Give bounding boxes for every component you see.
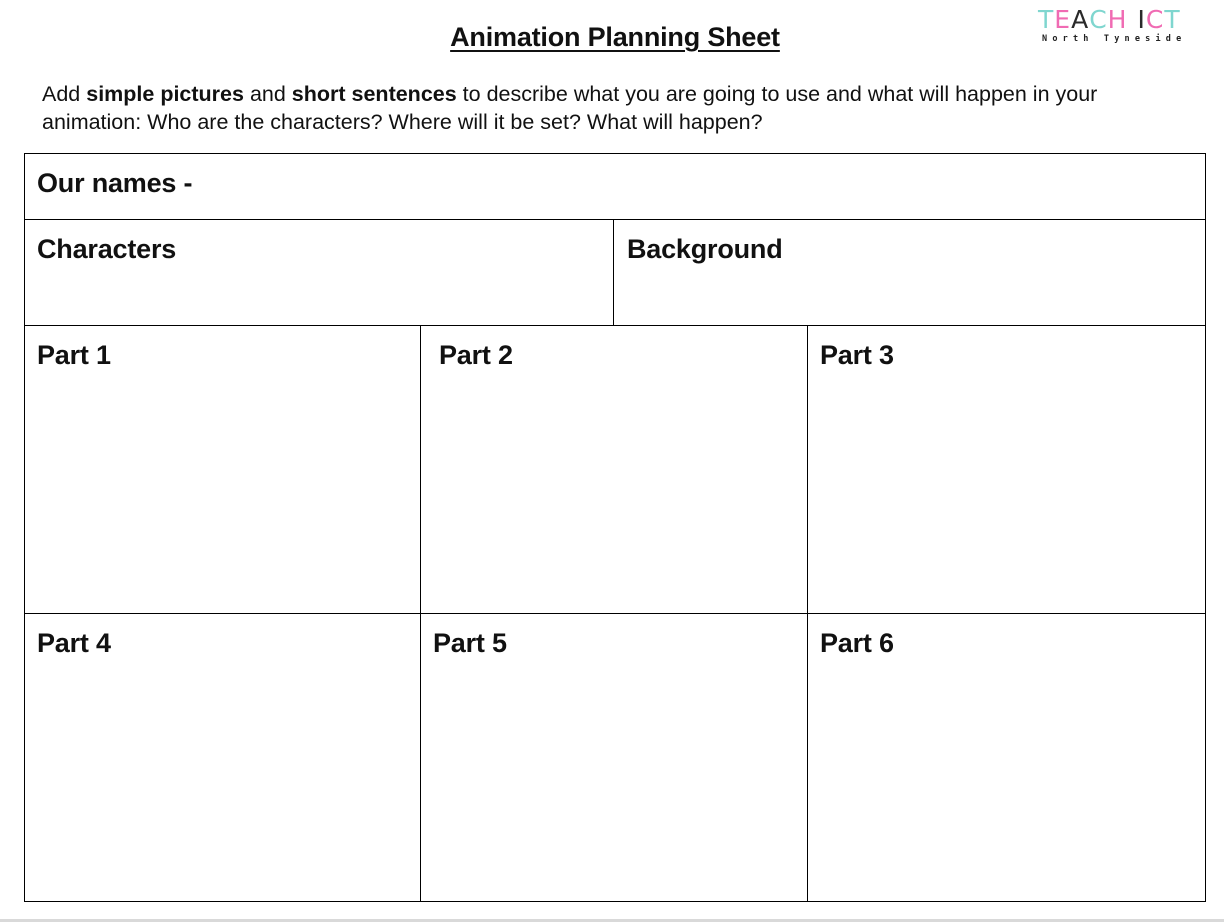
logo-letter: E — [1054, 5, 1072, 34]
parts-row-top — [25, 326, 1205, 614]
logo-subtitle: North Tyneside — [1042, 34, 1187, 44]
instructions-text — [42, 80, 1202, 136]
part-1-label: Part 1 — [37, 340, 111, 370]
part-6-label: Part 6 — [820, 628, 894, 658]
instructions-part: to describe what you are going to use and what will happen in your animation: Who are the characters? Where will it be set? What will happen? — [42, 82, 1098, 134]
instructions-part: Add — [42, 82, 87, 106]
characters-background-row — [25, 220, 1205, 326]
instructions-bold: short sentences — [291, 82, 457, 106]
instructions-part: and — [243, 82, 292, 106]
part-3-label: Part 3 — [820, 340, 894, 370]
column-divider — [420, 614, 421, 902]
part-5-cell[interactable] — [422, 614, 807, 902]
characters-label: Characters — [37, 234, 177, 264]
part-5-label: Part 5 — [433, 628, 507, 658]
column-divider — [420, 326, 421, 613]
sheet-title: Animation Planning Sheet — [450, 22, 780, 52]
part-2-label: Part 2 — [439, 340, 513, 370]
characters-cell[interactable] — [25, 220, 614, 325]
column-divider — [807, 614, 808, 902]
logo-letter: C — [1089, 5, 1108, 34]
logo-letter: I — [1137, 5, 1146, 34]
background-label: Background — [627, 234, 783, 264]
instructions-bold: simple pictures — [86, 82, 244, 106]
part-3-cell[interactable] — [809, 326, 1205, 613]
part-1-cell[interactable] — [25, 326, 421, 613]
logo-letter: H — [1107, 5, 1128, 34]
logo-letter: T — [1164, 5, 1181, 34]
planning-grid — [24, 153, 1206, 902]
teach-ict-logo — [1038, 6, 1206, 48]
names-row[interactable] — [25, 154, 1205, 220]
names-label: Our names - — [37, 168, 193, 198]
logo-letter: C — [1145, 5, 1165, 34]
part-6-cell[interactable] — [809, 614, 1205, 902]
logo-letter: T — [1038, 5, 1055, 34]
logo-wordmark — [1038, 6, 1206, 34]
column-divider — [807, 326, 808, 613]
part-4-cell[interactable] — [25, 614, 421, 902]
background-cell[interactable] — [615, 220, 1205, 325]
part-4-label: Part 4 — [37, 628, 111, 658]
column-divider — [613, 220, 614, 325]
part-2-cell[interactable] — [422, 326, 807, 613]
logo-letter: A — [1071, 5, 1090, 34]
parts-row-bottom — [25, 614, 1205, 902]
